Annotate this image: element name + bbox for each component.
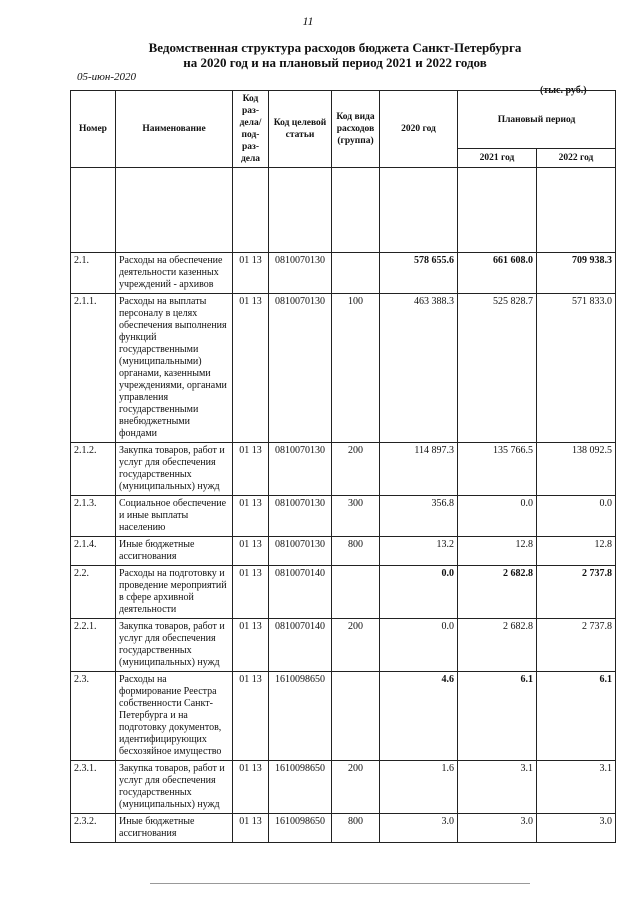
row-2021: 12.8	[458, 537, 537, 566]
row-2021: 3.1	[458, 761, 537, 814]
table-row	[71, 496, 616, 537]
document-date: 05-июн-2020	[77, 71, 137, 83]
row-name: Социальное обеспечение и иные выплаты населению	[116, 496, 233, 537]
row-expense-type: 200	[332, 443, 380, 496]
row-number: 2.1.3.	[71, 496, 116, 537]
row-name: Расходы на подготовку и проведение мероприятий в сфере архивной деятельности	[116, 566, 233, 619]
row-2022: 571 833.0	[537, 294, 616, 443]
row-2022: 2 737.8	[537, 566, 616, 619]
row-2022: 2 737.8	[537, 619, 616, 672]
row-expense-type: 800	[332, 537, 380, 566]
row-2022: 12.8	[537, 537, 616, 566]
row-2021: 3.0	[458, 814, 537, 843]
header-name: Наименование	[116, 91, 233, 168]
row-name: Закупка товаров, работ и услуг для обеспечения государственных (муниципальных) нужд	[116, 761, 233, 814]
footer-rule	[150, 883, 530, 884]
row-section-code: 01 13	[233, 619, 269, 672]
row-2020: 463 388.3	[380, 294, 458, 443]
row-expense-type: 100	[332, 294, 380, 443]
row-expense-type: 800	[332, 814, 380, 843]
spacer-row	[71, 168, 616, 253]
row-expense-type	[332, 672, 380, 761]
row-expense-type	[332, 253, 380, 294]
table-row	[71, 253, 616, 294]
row-2020: 0.0	[380, 619, 458, 672]
row-2022: 6.1	[537, 672, 616, 761]
row-number: 2.3.1.	[71, 761, 116, 814]
row-target-code: 0810070130	[269, 253, 332, 294]
row-section-code: 01 13	[233, 294, 269, 443]
row-section-code: 01 13	[233, 761, 269, 814]
header-number: Номер	[71, 91, 116, 168]
title-line-2: на 2020 год и на плановый период 2021 и 2022 годов	[183, 55, 487, 70]
row-2022: 138 092.5	[537, 443, 616, 496]
row-2022: 3.1	[537, 761, 616, 814]
row-number: 2.1.2.	[71, 443, 116, 496]
row-2021: 2 682.8	[458, 619, 537, 672]
unit-label: (тыс. руб.)	[540, 85, 587, 96]
row-2020: 356.8	[380, 496, 458, 537]
row-2020: 0.0	[380, 566, 458, 619]
row-number: 2.1.1.	[71, 294, 116, 443]
row-2020: 4.6	[380, 672, 458, 761]
row-section-code: 01 13	[233, 814, 269, 843]
row-section-code: 01 13	[233, 253, 269, 294]
row-target-code: 0810070130	[269, 443, 332, 496]
row-expense-type: 200	[332, 619, 380, 672]
table-row	[71, 761, 616, 814]
row-target-code: 0810070130	[269, 496, 332, 537]
table-row	[71, 814, 616, 843]
row-2022: 0.0	[537, 496, 616, 537]
budget-table	[70, 90, 616, 843]
header-target-code: Код целевой статьи	[269, 91, 332, 168]
row-target-code: 0810070130	[269, 294, 332, 443]
row-2021: 525 828.7	[458, 294, 537, 443]
row-2021: 135 766.5	[458, 443, 537, 496]
row-target-code: 1610098650	[269, 761, 332, 814]
row-2022: 709 938.3	[537, 253, 616, 294]
row-number: 2.2.	[71, 566, 116, 619]
table-row	[71, 537, 616, 566]
row-2020: 13.2	[380, 537, 458, 566]
row-2020: 1.6	[380, 761, 458, 814]
header-2021: 2021 год	[458, 149, 537, 168]
row-2020: 3.0	[380, 814, 458, 843]
row-section-code: 01 13	[233, 537, 269, 566]
row-target-code: 0810070140	[269, 566, 332, 619]
row-name: Закупка товаров, работ и услуг для обеспечения государственных (муниципальных) нужд	[116, 443, 233, 496]
row-expense-type: 200	[332, 761, 380, 814]
row-2020: 578 655.6	[380, 253, 458, 294]
row-number: 2.1.4.	[71, 537, 116, 566]
row-number: 2.1.	[71, 253, 116, 294]
row-name: Расходы на формирование Реестра собственности Санкт-Петербурга и на подготовку документов, идентифицирующих бесхозяйное имущество	[116, 672, 233, 761]
row-number: 2.3.2.	[71, 814, 116, 843]
table-body	[71, 168, 616, 843]
header-section-code: Код раз- дела/ под- раз- дела	[233, 91, 269, 168]
row-section-code: 01 13	[233, 672, 269, 761]
row-2021: 0.0	[458, 496, 537, 537]
row-expense-type: 300	[332, 496, 380, 537]
row-name: Расходы на выплаты персоналу в целях обеспечения выполнения функций государственными (муниципальными) органами, казенными учреждениями, органами управления государственными внебюджетными фондами	[116, 294, 233, 443]
row-name: Расходы на обеспечение деятельности казенных учреждений - архивов	[116, 253, 233, 294]
row-section-code: 01 13	[233, 566, 269, 619]
header-2022: 2022 год	[537, 149, 616, 168]
row-target-code: 0810070140	[269, 619, 332, 672]
row-name: Иные бюджетные ассигнования	[116, 814, 233, 843]
row-section-code: 01 13	[233, 496, 269, 537]
header-planned-period: Плановый период	[458, 91, 616, 149]
table-row	[71, 566, 616, 619]
row-target-code: 1610098650	[269, 672, 332, 761]
header-row	[71, 91, 616, 149]
row-2021: 661 608.0	[458, 253, 537, 294]
table-row	[71, 443, 616, 496]
row-2021: 6.1	[458, 672, 537, 761]
row-2020: 114 897.3	[380, 443, 458, 496]
table-row	[71, 619, 616, 672]
title-line-1: Ведомственная структура расходов бюджета Санкт-Петербурга	[148, 40, 522, 55]
row-target-code: 0810070130	[269, 537, 332, 566]
table-row	[71, 294, 616, 443]
table-row	[71, 672, 616, 761]
row-section-code: 01 13	[233, 443, 269, 496]
row-expense-type	[332, 566, 380, 619]
row-number: 2.2.1.	[71, 619, 116, 672]
row-target-code: 1610098650	[269, 814, 332, 843]
row-name: Закупка товаров, работ и услуг для обеспечения государственных (муниципальных) нужд	[116, 619, 233, 672]
row-2022: 3.0	[537, 814, 616, 843]
header-2020: 2020 год	[380, 91, 458, 168]
page-number: 11	[302, 14, 314, 28]
row-2021: 2 682.8	[458, 566, 537, 619]
row-name: Иные бюджетные ассигнования	[116, 537, 233, 566]
header-expense-type: Код вида расходов (группа)	[332, 91, 380, 168]
document-title	[120, 40, 550, 70]
row-number: 2.3.	[71, 672, 116, 761]
